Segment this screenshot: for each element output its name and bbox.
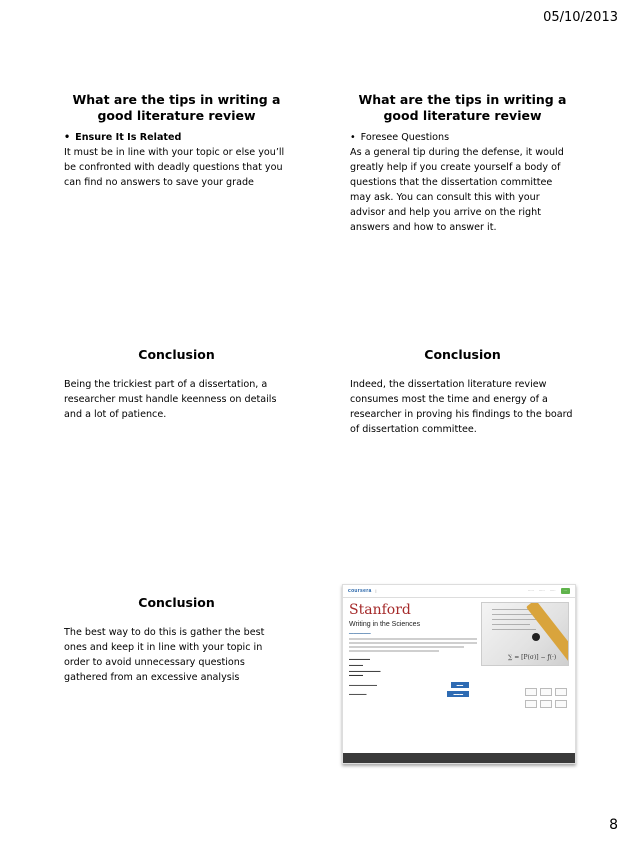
share-buttons [525, 688, 567, 708]
session-button: ▬▬▬ [447, 691, 469, 697]
slide-body: Being the trickiest part of a dissertation, a researcher must handle keenness on details and a lot of patience. [64, 379, 277, 420]
bullet-text: Ensure It Is Related [75, 132, 182, 143]
bullet-icon: • [64, 132, 71, 143]
instructor-line: ━━━━━━━━━ [349, 631, 371, 636]
slide-title: Conclusion [138, 595, 215, 610]
course-description [349, 638, 477, 654]
bullet-text: Foresee Questions [360, 132, 450, 143]
slide-title: Conclusion [138, 347, 215, 362]
sessions-label: ▬▬▬▬ [349, 673, 363, 677]
slide-tips-questions [350, 92, 575, 235]
page-number: 8 [609, 817, 618, 833]
slide-tips-related [64, 92, 289, 190]
site-nav: | [375, 589, 377, 593]
site-header [343, 585, 575, 598]
course-image [481, 602, 569, 666]
site-nav-right: ····· ····· ····· ··· [528, 588, 570, 594]
play-icon [532, 633, 540, 641]
university-name: Stanford [349, 602, 411, 618]
site-logo: coursera [348, 588, 372, 594]
screenshot-footer-bar [343, 753, 575, 763]
sign-up-button: ··· [561, 588, 571, 594]
course-title: Writing in the Sciences [349, 621, 421, 628]
session-button: ▬▬ [451, 682, 469, 688]
slide-title: What are the tips in writing a good literature review [72, 92, 281, 123]
course-meta: ▬▬▬▬▬▬ ▬▬▬▬ ▬▬▬▬▬▬▬▬▬ [349, 657, 381, 673]
course-page-screenshot [342, 584, 576, 764]
slide-body: It must be in line with your topic or else you’ll be confronted with deadly questions that you can find no answers to save your grade [64, 147, 285, 188]
slide-body: Indeed, the dissertation literature review consumes most the time and energy of a researcher in proving his findings to the board of dissertation committee. [350, 379, 573, 435]
slide-conclusion-3 [64, 595, 289, 685]
slide-title: Conclusion [424, 347, 501, 362]
bullet-icon: • [350, 132, 356, 143]
slide-conclusion-1 [64, 347, 289, 422]
bullet-item [350, 130, 575, 145]
bullet-item [64, 130, 289, 145]
slide-title: What are the tips in writing a good literature review [358, 92, 567, 123]
date-header: 05/10/2013 [543, 10, 618, 25]
slide-body: The best way to do this is gather the best ones and keep it in line with your topic in order to avoid unnecessary questions gathered from an excessive analysis [64, 627, 265, 683]
session-row: ▬▬▬▬▬ ▬▬▬ [349, 691, 469, 697]
formula-graphic: ∑ = [P(σ)] − ƒ(·) [508, 654, 557, 661]
slide-conclusion-2 [350, 347, 575, 437]
session-row: ▬▬▬▬▬▬▬▬ ▬▬ [349, 682, 469, 688]
slide-body: As a general tip during the defense, it would greatly help if you create yourself a body of questions that the dissertation committee may ask. You can consult this with your advisor and help you arrive on the right answers and how to answer it. [350, 147, 564, 233]
